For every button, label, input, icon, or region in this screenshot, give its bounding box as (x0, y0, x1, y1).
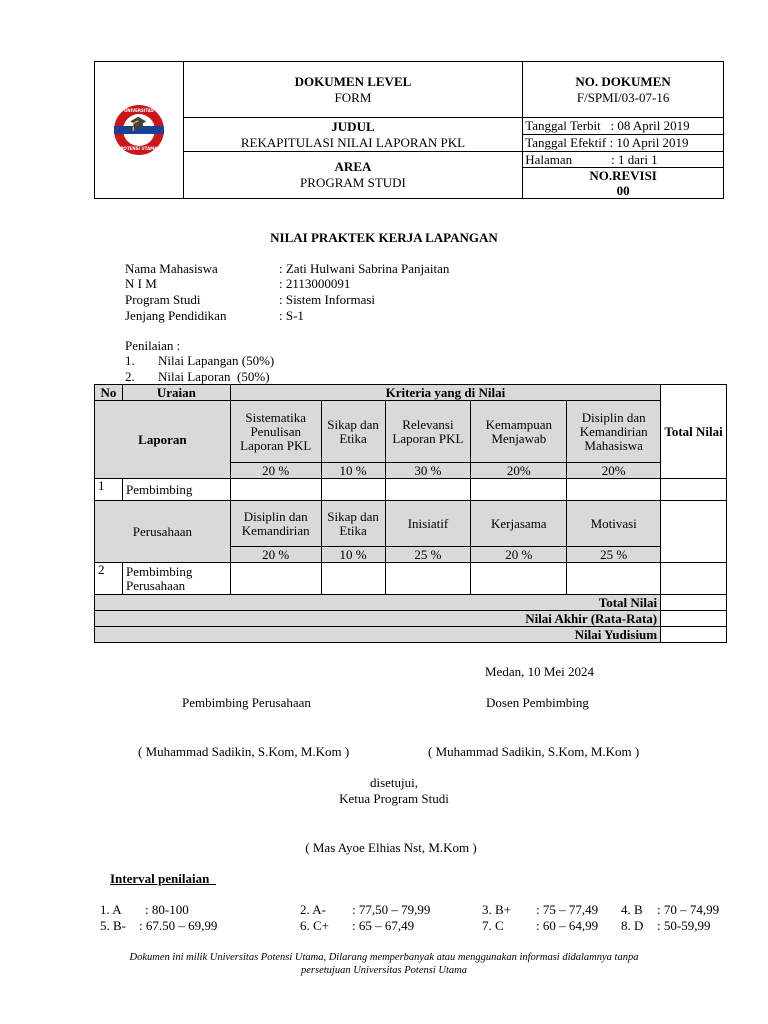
col-total-nilai: Total Nilai (661, 385, 727, 479)
row-label: Pembimbing Perusahaan (122, 563, 230, 595)
judul-value: REKAPITULASI NILAI LAPORAN PKL (240, 134, 466, 150)
grade-label: 5. B- (100, 918, 126, 933)
grade-range: : 75 – 77,49 (536, 902, 599, 917)
score-cell[interactable] (230, 479, 321, 501)
criteria-weight: 10 % (321, 463, 385, 479)
criteria-header: Kerjasama (471, 501, 567, 547)
footer-notice (0, 951, 768, 977)
score-cell[interactable] (471, 479, 567, 501)
interval-title: Interval penilaian (110, 871, 210, 886)
col-no: No (95, 385, 123, 401)
score-cell[interactable] (567, 563, 661, 595)
nilai-yudisium-label: Nilai Yudisium (95, 627, 661, 643)
right-signer-name: ( Muhammad Sadikin, S.Kom, M.Kom ) (428, 744, 640, 759)
criteria-weight: 20 % (230, 463, 321, 479)
criteria-header: Inisiatif (385, 501, 471, 547)
grade-label: 3. B+ (482, 902, 512, 917)
nilai-yudisium-value[interactable] (661, 627, 727, 643)
criteria-weight: 25 % (385, 547, 471, 563)
tanggal-terbit: Tanggal Terbit : 08 April 2019 (523, 118, 723, 135)
grade-range: : 80-100 (145, 902, 189, 917)
total-cell (661, 501, 727, 563)
student-label-name: Nama Mahasiswa (125, 261, 218, 276)
halaman: Halaman : 1 dari 1 (523, 152, 723, 168)
criteria-weight: 25 % (567, 547, 661, 563)
doc-number-value: F/SPMI/03-07-16 (576, 89, 670, 105)
grade-label: 2. A- (300, 902, 326, 917)
criteria-header: Kemampuan Menjawab (471, 401, 567, 463)
grade-range: : 50-59,99 (657, 918, 711, 933)
approved-label: disetujui, (369, 775, 419, 790)
doc-number-title: NO. DOKUMEN (575, 73, 671, 89)
col-kriteria: Kriteria yang di Nilai (230, 385, 660, 401)
page-title: NILAI PRAKTEK KERJA LAPANGAN (270, 230, 498, 245)
col-uraian: Uraian (122, 385, 230, 401)
total-cell[interactable] (661, 479, 727, 501)
criteria-weight: 20 % (471, 547, 567, 563)
place-date: Medan, 10 Mei 2024 (485, 664, 595, 679)
criteria-header: Sistematika Penulisan Laporan PKL (230, 401, 321, 463)
score-cell[interactable] (567, 479, 661, 501)
criteria-weight: 20 % (230, 547, 321, 563)
student-value-nim: : 2113000091 (279, 276, 351, 291)
row-number: 1 (95, 479, 123, 501)
head-role: Ketua Program Studi (339, 791, 449, 806)
criteria-header: Motivasi (567, 501, 661, 547)
student-label-nim: N I M (125, 276, 157, 291)
total-nilai-label: Total Nilai (95, 595, 661, 611)
footer-line: persetujuan Universitas Potensi Utama (301, 965, 467, 976)
grade-label: 8. D (621, 918, 644, 933)
criteria-header: Disiplin dan Kemandirian Mahasiswa (567, 401, 661, 463)
grade-range: : 60 – 64,99 (536, 918, 599, 933)
total-cell[interactable] (661, 563, 727, 595)
total-nilai-value[interactable] (661, 595, 727, 611)
penilaian-item-text: Nilai Lapangan (50%) (158, 353, 275, 368)
grades-table (94, 384, 727, 643)
student-value-name: : Zati Hulwani Sabrina Panjaitan (279, 261, 450, 276)
criteria-header: Sikap dan Etika (321, 501, 385, 547)
revisi-title: NO.REVISI (589, 168, 657, 183)
nilai-akhir-label: Nilai Akhir (Rata-Rata) (95, 611, 661, 627)
grade-range: : 67.50 – 69,99 (139, 918, 218, 933)
logo-text-top: UNIVERSITAS (123, 108, 154, 113)
criteria-weight: 10 % (321, 547, 385, 563)
score-cell[interactable] (385, 479, 471, 501)
penilaian-item-no: 2. (125, 369, 135, 384)
score-cell[interactable] (471, 563, 567, 595)
laporan-label: Laporan (95, 401, 231, 479)
penilaian-heading: Penilaian : (125, 338, 181, 353)
criteria-weight: 20% (471, 463, 567, 479)
revisi-value: 00 (616, 183, 630, 198)
student-value-prodi: : Sistem Informasi (279, 292, 376, 307)
left-signer-role: Pembimbing Perusahaan (182, 695, 311, 710)
dates-cell (523, 118, 724, 152)
area-value: PROGRAM STUDI (300, 175, 406, 190)
criteria-weight: 20% (567, 463, 661, 479)
grade-range: : 65 – 67,49 (352, 918, 415, 933)
doc-level-value: FORM (334, 89, 372, 105)
grade-range: : 77,50 – 79,99 (352, 902, 431, 917)
doc-level-cell (183, 62, 522, 118)
grade-label: 6. C+ (300, 918, 330, 933)
grade-label: 4. B (621, 902, 643, 917)
criteria-weight: 30 % (385, 463, 471, 479)
tanggal-efektif: Tanggal Efektif : 10 April 2019 (525, 135, 689, 150)
student-label-prodi: Program Studi (125, 292, 201, 307)
area-title: AREA (334, 159, 372, 174)
score-cell[interactable] (321, 479, 385, 501)
student-label-jenjang: Jenjang Pendidikan (125, 308, 227, 323)
criteria-header: Disiplin dan Kemandirian (230, 501, 321, 547)
row-label: Pembimbing (122, 479, 230, 501)
logo-cell (95, 62, 184, 199)
revision-cell (523, 152, 724, 199)
penilaian-item-text: Nilai Laporan (50%) (158, 369, 270, 384)
grade-label: 1. A (100, 902, 122, 917)
document-header-table (94, 61, 724, 199)
graduation-cap-icon: 🎓 (129, 116, 148, 132)
interval-title-underline (203, 871, 216, 887)
university-logo (114, 105, 164, 155)
nilai-akhir-value[interactable] (661, 611, 727, 627)
doc-number-cell (523, 62, 724, 118)
judul-title: JUDUL (331, 118, 375, 134)
judul-cell (183, 118, 522, 152)
grade-label: 7. C (482, 918, 504, 933)
criteria-header: Sikap dan Etika (321, 401, 385, 463)
row-number: 2 (95, 563, 123, 595)
score-cell[interactable] (385, 563, 471, 595)
head-name: ( Mas Ayoe Elhias Nst, M.Kom ) (305, 840, 477, 855)
criteria-header: Relevansi Laporan PKL (385, 401, 471, 463)
student-value-jenjang: : S-1 (279, 308, 304, 323)
grade-range: : 70 – 74,99 (657, 902, 720, 917)
penilaian-item-no: 1. (125, 353, 135, 368)
perusahaan-label: Perusahaan (95, 501, 231, 563)
score-cell[interactable] (230, 563, 321, 595)
left-signer-name: ( Muhammad Sadikin, S.Kom, M.Kom ) (138, 744, 350, 759)
logo-text-bottom: POTENSI UTAMA (120, 146, 158, 151)
right-signer-role: Dosen Pembimbing (486, 695, 589, 710)
footer-line: Dokumen ini milik Universitas Potensi Utama, Dilarang memperbanyak atau menggunakan informasi didalamnya tanpa (129, 952, 639, 963)
score-cell[interactable] (321, 563, 385, 595)
area-cell (183, 152, 522, 199)
doc-level-title: DOKUMEN LEVEL (294, 73, 412, 89)
